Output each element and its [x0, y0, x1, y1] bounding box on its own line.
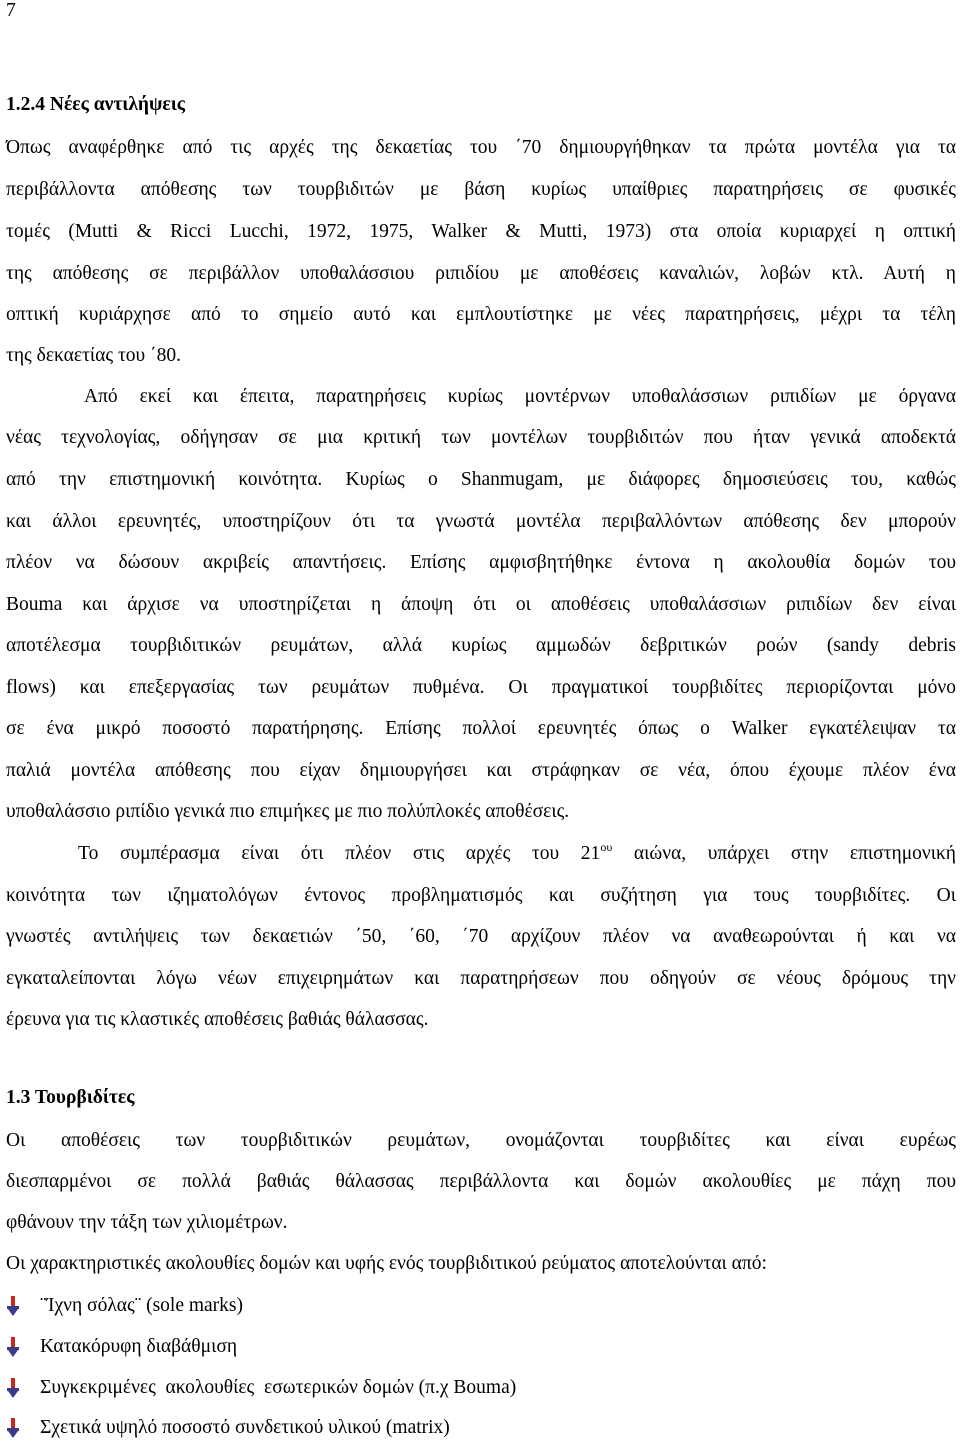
list-intro: Οι χαρακτηριστικές ακολουθίες δομών και υφής ενός τουρβιδιτικού ρεύματος αποτελούνται από:	[6, 1253, 767, 1274]
text-line: από την επιστημονική κοινότητα. Κυρίως ο Shanmugam, με διάφορες δημοσιεύσεις του, καθώς	[6, 469, 956, 490]
text-line: Από εκεί και έπειτα, παρατηρήσεις κυρίως μοντέρνων υποθαλάσσιων ριπιδίων με όργανα	[84, 386, 956, 407]
text-line	[78, 841, 956, 867]
text-line: και άλλοι ερευνητές, υποστηρίζουν ότι τα γνωστά μοντέλα περιβαλλόντων απόθεσης δεν μπορούν	[6, 511, 956, 532]
ordinal-superscript: ου	[600, 840, 613, 854]
list-item-text: Συγκεκριμένες ακολουθίες εσωτερικών δομών (π.χ Bouma)	[40, 1377, 517, 1398]
text-line: οπτική κυριάρχησε από το σημείο αυτό και εμπλουτίστηκε με νέες παρατηρήσεις, μέχρι τα τέλη	[6, 304, 956, 325]
text-line: διεσπαρμένοι σε πολλά βαθιάς θάλασσας περιβάλλοντα και δομών ακολουθίες με πάχη που	[6, 1171, 956, 1192]
text-line: περιβάλλοντα απόθεσης των τουρβιδιτών με βάση κυρίως υπαίθριες παρατηρήσεις σε φυσικές	[6, 179, 956, 200]
text-line: κοινότητα των ιζηματολόγων έντονος προβληματισμός και συζήτηση για τους τουρβιδίτες. Οι	[6, 885, 956, 906]
arrow-down-bullet-icon	[6, 1416, 20, 1440]
text-run: αιώνα, υπάρχει στην επιστημονική	[612, 843, 956, 864]
text-line: της απόθεσης σε περιβάλλον υποθαλάσσιου ριπιδίου με αποθέσεις καναλιών, λοβών κτλ. Αυτή η	[6, 263, 956, 284]
arrow-down-bullet-icon	[6, 1376, 20, 1400]
page-number: 7	[6, 0, 16, 21]
text-line: εγκαταλείπονται λόγω νέων επιχειρημάτων και παρατηρήσεων που οδηγούν σε νέους δρόμους την	[6, 968, 956, 989]
text-line: τομές (Mutti & Ricci Lucchi, 1972, 1975, Walker & Mutti, 1973) στα οποία κυριαρχεί η οπτική	[6, 221, 956, 242]
arrow-down-bullet-icon	[6, 1294, 20, 1318]
list-item-text: Σχετικά υψηλό ποσοστό συνδετικού υλικού (matrix)	[40, 1417, 450, 1438]
text-line: νέας τεχνολογίας, οδήγησαν σε μια κριτική των μοντέλων τουρβιδιτών που ήταν γενικά αποδεκτά	[6, 427, 956, 448]
text-line: σε ένα μικρό ποσοστό παρατήρησης. Επίσης πολλοί ερευνητές όπως ο Walker εγκατέλειψαν τα	[6, 718, 956, 739]
text-run: Το συμπέρασμα είναι ότι πλέον στις αρχές του 21	[78, 843, 601, 864]
text-line: Όπως αναφέρθηκε από τις αρχές της δεκαετίας του ΄70 δημιουργήθηκαν τα πρώτα μοντέλα για τα	[6, 137, 956, 158]
text-line: της δεκαετίας του ΄80.	[6, 345, 181, 366]
text-line: πλέον να δώσουν ακριβείς απαντήσεις. Επίσης αμφισβητήθηκε έντονα η ακολουθία δομών του	[6, 552, 956, 573]
section-heading: 1.2.4 Νέες αντιλήψεις	[6, 94, 186, 115]
list-item-text: Κατακόρυφη διαβάθμιση	[40, 1336, 238, 1357]
list-item-text: ¨Ίχνη σόλας¨ (sole marks)	[40, 1295, 244, 1316]
text-line: φθάνουν την τάξη των χιλιομέτρων.	[6, 1212, 288, 1233]
text-line: flows) και επεξεργασίας των ρευμάτων πυθμένα. Οι πραγματικοί τουρβιδίτες περιορίζονται μόνο	[6, 677, 956, 698]
text-line: Οι αποθέσεις των τουρβιδιτικών ρευμάτων, ονομάζονται τουρβιδίτες και είναι ευρέως	[6, 1130, 956, 1151]
section-heading: 1.3 Τουρβιδίτες	[6, 1087, 135, 1108]
text-line: έρευνα για τις κλαστικές αποθέσεις βαθιάς θάλασσας.	[6, 1009, 429, 1030]
text-line: παλιά μοντέλα απόθεσης που είχαν δημιουργήσει και στράφηκαν σε νέα, όπου έχουμε πλέον ένα	[6, 760, 956, 781]
text-line: υποθαλάσσιο ριπίδιο γενικά πιο επιμήκες με πιο πολύπλοκές αποθέσεις.	[6, 801, 570, 822]
arrow-down-bullet-icon	[6, 1335, 20, 1359]
text-line: αποτέλεσμα τουρβιδιτικών ρευμάτων, αλλά κυρίως αμμωδών δεβριτικών ροών (sandy debris	[6, 635, 956, 656]
text-line: Bouma και άρχισε να υποστηρίζεται η άποψη ότι οι αποθέσεις υποθαλάσσιων ριπιδίων δεν είναι	[6, 594, 956, 615]
text-line: γνωστές αντιλήψεις των δεκαετιών ΄50, ΄60, ΄70 αρχίζουν πλέον να αναθεωρούνται ή και να	[6, 926, 956, 947]
